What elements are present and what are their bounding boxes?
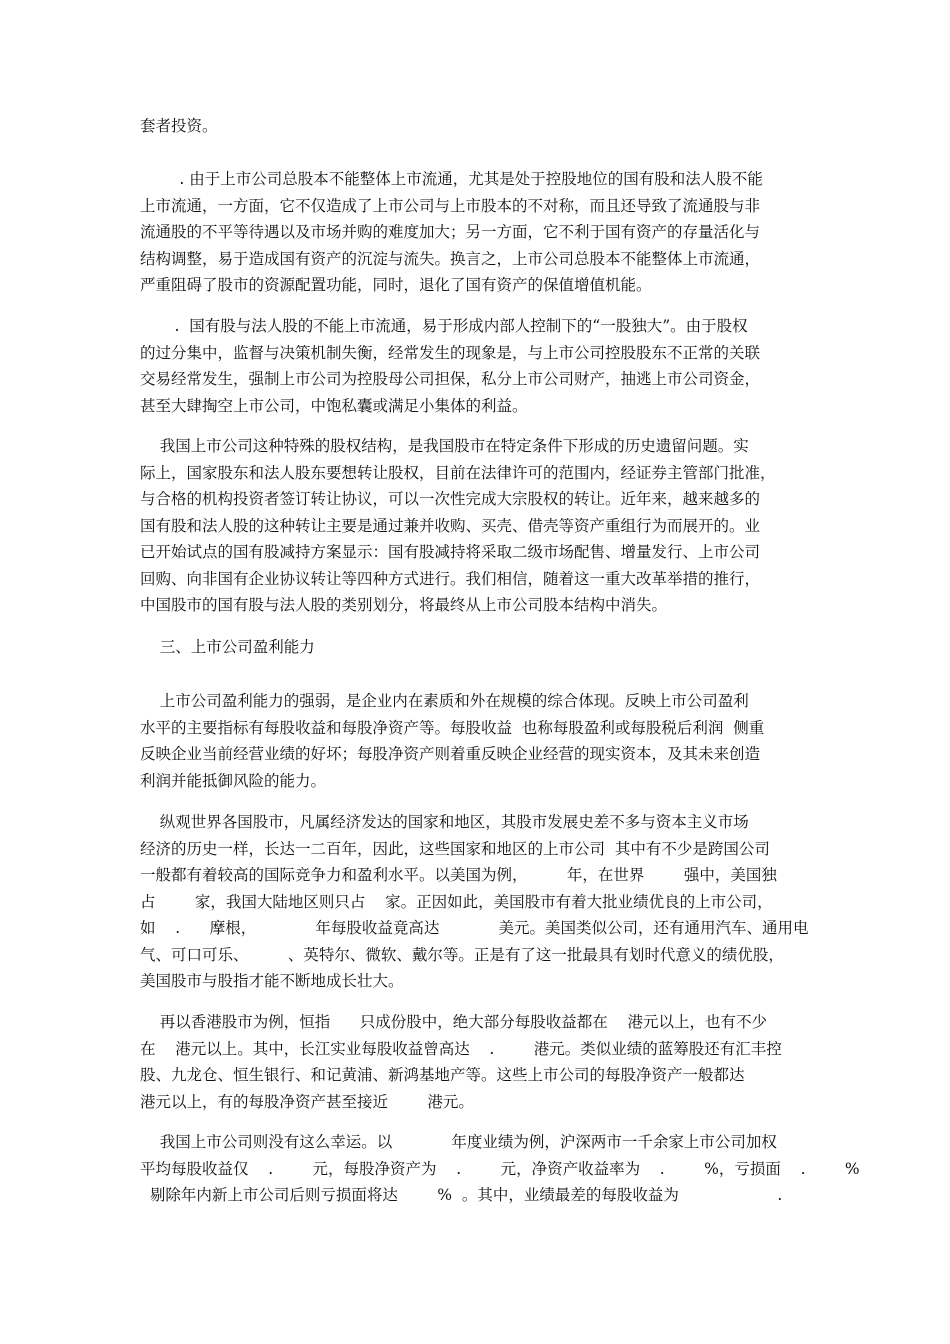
text-line: 港元以上，有的每股净资产甚至接近 港元。	[140, 1092, 474, 1111]
text-line: 剔除年内新上市公司后则亏损面将达 % 。其中，业绩最差的每股收益为 .	[140, 1186, 783, 1204]
text-line: 国有股和法人股的这种转让主要是通过兼并收购、买壳、借壳等资产重组行为而展开的。业	[140, 516, 761, 535]
paragraph-2	[140, 166, 820, 299]
text-line: . 国有股与法人股的不能上市流通，易于形成内部人控制下的“一股独大”。由于股权	[140, 317, 748, 335]
text-line: . 由于上市公司总股本不能整体上市流通，尤其是处于控股地位的国有股和法人股不能	[140, 170, 763, 188]
text-line: 套者投资。	[140, 117, 218, 135]
text-line: 在 港元以上。其中，长江实业每股收益曾高达 . 港元。类似业绩的蓝筹股还有汇丰控	[140, 1039, 782, 1058]
text-line: 我国上市公司这种特殊的股权结构，是我国股市在特定条件下形成的历史遗留问题。实	[140, 437, 749, 455]
text-line: 再以香港股市为例，恒指 只成份股中，绝大部分每股收益都在 港元以上，也有不少	[140, 1013, 767, 1031]
text-line: 已开始试点的国有股减持方案显示：国有股减持将采取二级市场配售、增量发行、上市公司	[140, 543, 761, 561]
paragraph-8	[140, 1009, 820, 1115]
text-line: 占 家，我国大陆地区则只占 家。正因如此，美国股市有着大批业绩优良的上市公司，	[140, 892, 773, 911]
paragraph-7	[140, 809, 820, 995]
text-line: 气、可口可乐、 、英特尔、微软、戴尔等。正是有了这一批最具有划时代意义的绩优股，	[140, 945, 784, 964]
text-line: 际上，国家股东和法人股东要想转让股权，目前在法律许可的范围内，经证券主管部门批准，	[140, 463, 776, 482]
heading-line: 三、上市公司盈利能力	[140, 638, 315, 656]
text-line: 上市流通，一方面，它不仅造成了上市公司与上市股本的不对称，而且还导致了流通股与非	[140, 196, 761, 215]
text-line: 交易经常发生，强制上市公司为控股母公司担保，私分上市公司财产，抽逃上市公司资金，	[140, 370, 761, 388]
text-line: 中国股市的国有股与法人股的类别划分，将最终从上市公司股本结构中消失。	[140, 596, 668, 614]
text-line: 美国股市与股指才能不断地成长壮大。	[140, 972, 404, 990]
paragraph-1	[140, 113, 820, 140]
section-heading	[140, 634, 820, 661]
text-line: 严重阻碍了股市的资源配置功能，同时，退化了国有资产的保值增值机能。	[140, 276, 652, 294]
text-line: 反映企业当前经营业绩的好坏；每股净资产则着重反映企业经营的现实资本，及其未来创造	[140, 745, 761, 763]
text-line: 甚至大肆掏空上市公司，中饱私囊或满足小集体的利益。	[140, 396, 528, 415]
text-line: 平均每股收益仅 . 元，每股净资产为 . 元，净资产收益率为 . %，亏损面 . %	[140, 1159, 860, 1178]
paragraph-9	[140, 1129, 860, 1209]
text-line: 与合格的机构投资者签订转让协议，可以一次性完成大宗股权的转让。近年来，越来越多的	[140, 490, 761, 508]
text-line: 的过分集中，监督与决策机制失衡，经常发生的现象是，与上市公司控股股东不正常的关联	[140, 343, 761, 362]
paragraph-4	[140, 433, 820, 619]
text-line: 我国上市公司则没有这么幸运。以 年度业绩为例，沪深两市一千余家上市公司加权	[140, 1133, 777, 1151]
text-line: 经济的历史一样，长达一二百年，因此，这些国家和地区的上市公司 其中有不少是跨国公司	[140, 839, 770, 858]
text-line: 股、九龙仓、恒生银行、和记黄浦、新鸿基地产等。这些上市公司的每股净资产一般都达	[140, 1066, 745, 1084]
text-line: 上市公司盈利能力的强弱，是企业内在素质和外在规模的综合体现。反映上市公司盈利	[140, 692, 749, 710]
text-line: 一般都有着较高的国际竞争力和盈利水平。以美国为例， 年，在世界 强中，美国独	[140, 866, 777, 884]
text-line: 结构调整，易于造成国有资产的沉淀与流失。换言之，上市公司总股本不能整体上市流通，	[140, 249, 761, 268]
paragraph-6	[140, 688, 820, 794]
text-line: 回购、向非国有企业协议转让等四种方式进行。我们相信，随着这一重大改革举措的推行，	[140, 569, 761, 588]
text-line: 流通股的不平等待遇以及市场并购的难度加大；另一方面，它不利于国有资产的存量活化与	[140, 223, 761, 241]
paragraph-3	[140, 313, 820, 419]
text-line: 水平的主要指标有每股收益和每股净资产等。每股收益 也称每股盈利或每股税后利润 侧重	[140, 718, 765, 737]
text-line: 利润并能抵御风险的能力。	[140, 771, 327, 790]
text-line: 如 . 摩根， 年每股收益竟高达 美元。美国类似公司，还有通用汽车、通用电	[140, 919, 809, 937]
text-line: 纵观世界各国股市，凡属经济发达的国家和地区，其股市发展史差不多与资本主义市场	[140, 813, 749, 831]
